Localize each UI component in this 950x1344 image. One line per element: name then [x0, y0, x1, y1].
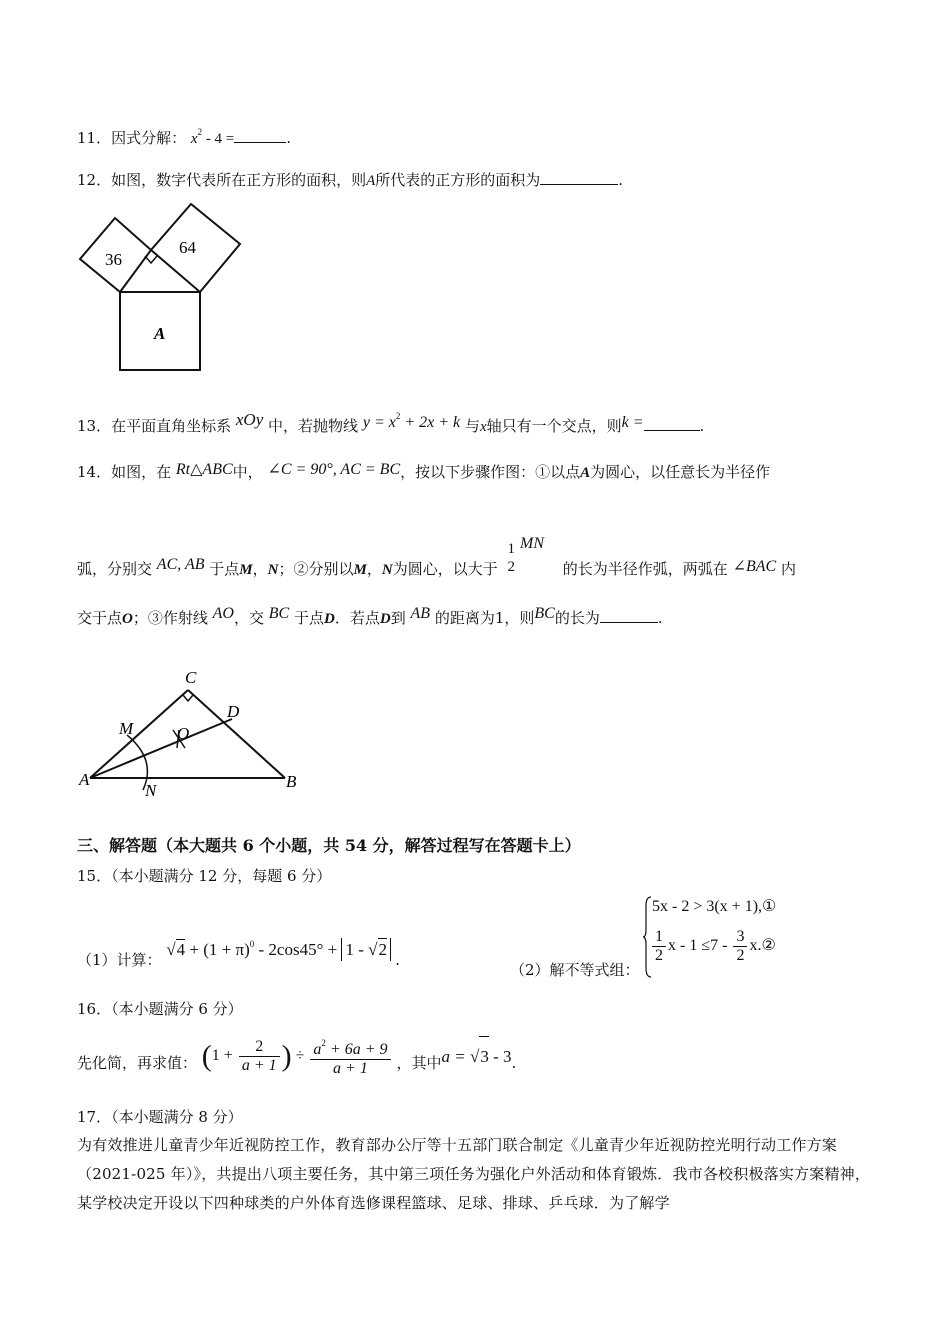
question-info: （本小题满分 8 分） [111, 1108, 243, 1126]
inequality-2: $\frac{1}{2}$ x - 1 ≤7 - $\frac{3}{2}$ x.② [650, 928, 776, 965]
answer-blank[interactable] [644, 416, 700, 431]
question-info: （本小题满分 12 分，每题 6 分） [111, 867, 332, 885]
question-11 [77, 122, 291, 149]
question-text: 为圆心，以任意长为半径作 [590, 463, 771, 481]
question-15-part-1 [77, 939, 401, 971]
segment-ac [90, 690, 188, 778]
right-angle-mark [145, 256, 157, 263]
question-16-header [77, 999, 243, 1019]
question-15-part-2-label: （2）解不等式组： [510, 961, 640, 979]
math-expr: y = x [362, 414, 396, 431]
question-16-body [77, 1034, 516, 1078]
math-var: A [580, 465, 591, 481]
math-expr: k = [621, 414, 644, 431]
period: . [657, 609, 663, 627]
answer-blank[interactable] [234, 128, 286, 143]
left-paren: ( [201, 1039, 212, 1073]
math-expr: ∠C = 90°, AC = BC [267, 461, 401, 478]
ray-ao [90, 719, 232, 778]
label-c: C [185, 668, 197, 687]
question-17-header [77, 1107, 243, 1127]
question-text: 如图，在 [111, 463, 172, 481]
question-text: 的长为 [554, 609, 600, 627]
math-var: x [479, 419, 487, 435]
question-text: 中， [232, 463, 263, 481]
question-12 [77, 170, 623, 191]
question-text: 到 [390, 609, 406, 627]
question-text: ， [252, 560, 268, 578]
period: . [286, 129, 292, 147]
math-expr: ∠BAC [732, 558, 777, 575]
label-a: A [79, 770, 90, 789]
question-number: 12． [77, 171, 112, 189]
question-text: 因式分解： [111, 129, 187, 147]
answer-blank[interactable] [600, 608, 658, 623]
question-text: 为圆心，以大于 [392, 560, 498, 578]
question-text: 弧，分别交 [77, 560, 153, 578]
question-text: ，其中 [396, 1054, 442, 1072]
question-text: 于点 [209, 560, 240, 578]
period: . [618, 171, 624, 189]
math-exponent: 2 [197, 127, 203, 137]
right-angle-mark [183, 695, 193, 701]
question-text: 中，若抛物线 [268, 417, 359, 435]
question-text: 所代表的正方形的面积为 [375, 171, 541, 189]
math-expr: + 2x + k [400, 414, 461, 431]
math-var: D [379, 611, 391, 627]
question-17-paragraph: 为有效推进儿童青少年近视防控工作，教育部办公厅等十五部门联合制定《儿童青少年近视防控光明行动工作方案（2021-025 年）》，共提出八项主要任务，其中第三项任务为强化户外活动和体育锻炼．我市各校积极落实方案精神，某学校决定开设以下四种球类的户外体育选修课程篮球、足球、排球、乒乓球．为了解学 [77, 1136, 871, 1212]
label-64: 64 [179, 238, 196, 257]
question-text: 在平面直角坐标系 [111, 417, 232, 435]
math-coord: xOy [235, 410, 264, 429]
question-number: 15． [77, 867, 112, 885]
question-text: 于点 [294, 609, 325, 627]
math-value: a = √3 - 3 [442, 1047, 512, 1066]
question-text: 的长为半径作弧，两弧在 [562, 560, 728, 578]
math-expr: AB [410, 605, 431, 622]
math-exponent: 2 [395, 411, 401, 421]
label-n: N [145, 781, 157, 800]
question-text: 如图，数字代表所在正方形的面积，则 [111, 171, 367, 189]
math-expr: AC, AB [156, 556, 205, 573]
period: . [395, 951, 401, 969]
label-a: A [154, 324, 166, 343]
question-text: ，交 [233, 609, 264, 627]
question-info: （本小题满分 6 分） [111, 1000, 243, 1018]
question-text: ．若点 [334, 609, 380, 627]
answer-blank[interactable] [540, 170, 618, 185]
math-expr: - 4 = [202, 131, 235, 147]
question-number: 17． [77, 1108, 112, 1126]
question-number: 13． [77, 417, 112, 435]
math-var: M [353, 562, 367, 578]
part-label: （1）计算： [77, 951, 162, 969]
math-expr: BC [534, 605, 555, 622]
fraction-half: 1 2 [507, 541, 516, 575]
triangle-figure [75, 662, 305, 802]
question-text: 交于点 [77, 609, 123, 627]
period: . [699, 417, 705, 435]
label-o: O [177, 724, 190, 743]
question-text: ， [366, 560, 382, 578]
question-text: 内 [781, 560, 797, 578]
math-expr: AO [212, 605, 234, 622]
question-14-line-1 [77, 462, 770, 483]
math-expr: Rt△ABC [175, 461, 233, 478]
question-text: 的距离为1，则 [434, 609, 535, 627]
math-var: M [239, 562, 253, 578]
period: . [511, 1054, 517, 1072]
math-var: D [324, 611, 335, 627]
label-36: 36 [105, 250, 122, 269]
math-expr: BC [268, 605, 290, 622]
math-var: N [381, 562, 393, 578]
math-var: O [122, 611, 133, 627]
question-text: ；③作射线 [132, 609, 208, 627]
question-text: ；②分别以 [278, 560, 354, 578]
math-expr: MN [520, 535, 545, 552]
question-13 [77, 410, 704, 437]
question-text: 先化简，再求值： [77, 1054, 198, 1072]
math-var: A [366, 173, 376, 189]
question-number: 16． [77, 1000, 112, 1018]
label-b: B [286, 772, 297, 791]
math-expr-16: (1 + $\frac{2}{a + 1}$ ) ÷ $\frac{a^2 + 6a + 9}{a + 1}$ [202, 1047, 397, 1064]
question-number: 14． [77, 463, 112, 481]
question-14-line-3 [77, 605, 663, 629]
question-text: 与 [464, 417, 480, 435]
label-m: M [119, 719, 134, 738]
math-expr-15-1: $√4 + (1 + \pi)^0 - 2\cos 45^\circ + 1 - √2$ [166, 940, 395, 959]
right-paren: ) [281, 1039, 292, 1073]
label-d: D [227, 702, 240, 721]
question-14-line-2 [77, 535, 797, 588]
question-15-header [77, 866, 331, 886]
math-var: x [190, 131, 198, 147]
absolute-value: 1 - √2 [341, 938, 391, 961]
question-text: ，按以下步骤作图：①以点 [400, 463, 581, 481]
math-var: N [267, 562, 279, 578]
question-text: 轴只有一个交点，则 [486, 417, 622, 435]
squares-figure [75, 200, 245, 375]
question-number: 11． [77, 129, 112, 147]
inequality-1: 5x - 2 > 3(x + 1),① [652, 898, 777, 915]
section-3-title: 三、解答题（本大题共 6 个小题，共 54 分，解答过程写在答题卡上） [77, 836, 581, 855]
